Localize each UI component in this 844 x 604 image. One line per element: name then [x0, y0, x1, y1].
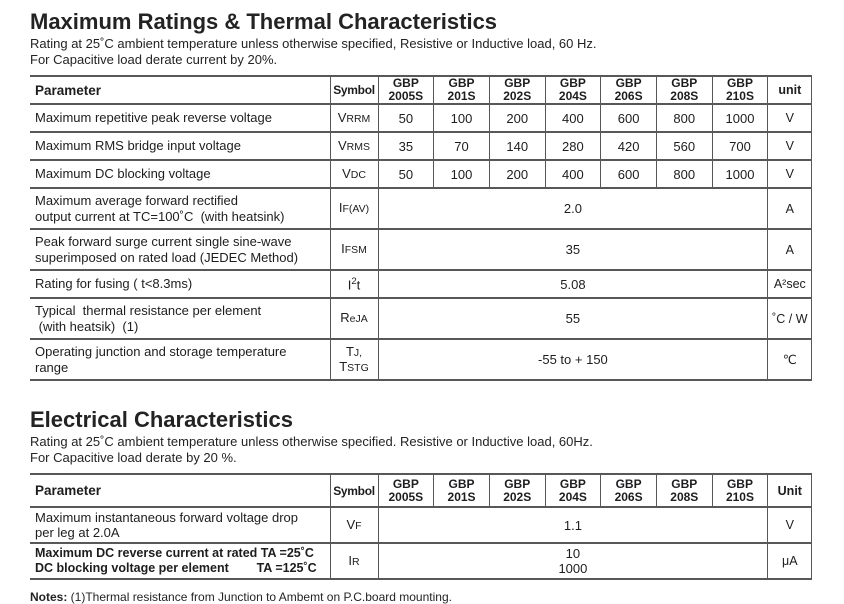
part-number-line: GBP — [726, 76, 753, 90]
part-number-line: 210S — [725, 89, 754, 103]
table-row-ifav — [30, 188, 812, 229]
notes-label: Notes: — [30, 590, 68, 604]
parameter-cell — [30, 132, 330, 160]
unit-column-header: unit — [768, 76, 812, 104]
parameter-line: Maximum instantaneous forward voltage drop — [35, 509, 299, 525]
symbol-segment: R — [352, 555, 360, 568]
max-ratings-table — [30, 75, 812, 381]
symbol-segment: I — [347, 277, 352, 293]
value-cell: 50 — [378, 160, 434, 188]
max-ratings-subtitle-1: Rating at 25˚C ambient temperature unless otherwise specified, Resistive or Inductive load, 60 Hz. — [30, 36, 597, 51]
part-number-column-header — [434, 474, 490, 507]
table-row-vrms — [30, 132, 812, 160]
electrical-table — [30, 473, 812, 580]
value-cell: 800 — [656, 160, 712, 188]
table-row-rthja — [30, 298, 812, 339]
symbol-segment: DC — [350, 168, 366, 181]
max-ratings-subtitle-2: For Capacitive load derate current by 20%. — [30, 52, 278, 67]
span-value-cell — [378, 543, 768, 579]
parameter-cell — [30, 188, 330, 229]
parameter-line: per leg at 2.0A — [35, 525, 120, 540]
parameter-line: Operating junction and storage temperature — [35, 344, 287, 359]
max-ratings-title: Maximum Ratings & Thermal Characteristics — [30, 9, 498, 34]
parameter-cell — [30, 298, 330, 339]
symbol-segment: V — [337, 137, 347, 153]
part-number-line: 208S — [670, 89, 699, 103]
part-number-column-header — [489, 76, 545, 104]
table-row-tj-tstg — [30, 339, 812, 380]
parameter-cell — [30, 229, 330, 270]
symbol-segment: RMS — [346, 140, 370, 153]
parameter-cell — [30, 270, 330, 298]
unit-cell: ℃ — [768, 339, 812, 380]
part-number-line: GBP — [671, 76, 698, 90]
symbol-segment: 2 — [351, 276, 357, 288]
part-number-line: 2005S — [388, 489, 424, 504]
electrical-subtitle-2: For Capacitive load derate by 20 %. — [30, 450, 237, 465]
parameter-line: Maximum repetitive peak reverse voltage — [35, 110, 272, 126]
part-number-column-header — [545, 76, 601, 104]
part-number-line: 2005S — [388, 89, 424, 103]
value-cell: 560 — [656, 132, 712, 160]
symbol-cell — [330, 270, 378, 298]
symbol-segment: I — [341, 241, 345, 256]
span-value-line: 2.0 — [563, 201, 582, 216]
unit-cell: V — [768, 104, 812, 132]
part-number-line: 202S — [503, 89, 532, 103]
table-row-ifsm — [30, 229, 812, 270]
table-row-vrrm — [30, 104, 812, 132]
value-cell: 700 — [712, 132, 768, 160]
part-number-column-header — [378, 474, 434, 507]
part-number-line: GBP — [448, 476, 475, 491]
unit-cell: V — [768, 160, 812, 188]
span-value-line: -55 to + 150 — [538, 352, 608, 367]
parameter-cell — [30, 104, 330, 132]
part-number-column-header — [712, 76, 768, 104]
symbol-segment: J, — [353, 346, 363, 359]
value-cell: 1000 — [712, 160, 768, 188]
value-cell: 420 — [601, 132, 657, 160]
symbol-segment: FSM — [344, 244, 367, 256]
value-cell: 35 — [378, 132, 434, 160]
span-value-cell — [378, 339, 768, 380]
symbol-segment: V — [342, 165, 351, 181]
part-number-line: 204S — [558, 89, 587, 103]
symbol-segment: T — [339, 358, 348, 374]
part-number-line: 204S — [558, 489, 587, 504]
symbol-segment: eJA — [349, 313, 368, 325]
symbol-segment: STG — [347, 361, 369, 374]
symbol-segment: t — [356, 277, 361, 293]
part-number-line: GBP — [671, 476, 698, 491]
value-cell: 800 — [656, 104, 712, 132]
value-cell: 100 — [434, 104, 490, 132]
symbol-segment: F(AV) — [342, 203, 370, 215]
part-number-column-header — [378, 76, 434, 104]
table-row-ir — [30, 543, 812, 579]
electrical-title: Electrical Characteristics — [30, 407, 293, 432]
symbol-cell — [330, 339, 378, 380]
symbol-cell — [330, 160, 378, 188]
parameter-line: Peak forward surge current single sine-wave — [35, 234, 292, 249]
unit-column-header: Unit — [768, 474, 812, 507]
span-value-cell — [378, 507, 768, 543]
span-value-cell — [378, 188, 768, 229]
unit-cell: μA — [768, 543, 812, 579]
value-cell: 600 — [601, 160, 657, 188]
span-value-line: 10 — [565, 546, 581, 561]
parameter-line: Maximum average forward rectified — [35, 193, 239, 208]
unit-cell: V — [768, 507, 812, 543]
unit-cell: V — [768, 132, 812, 160]
parameter-line: Typical thermal resistance per element — [35, 303, 262, 318]
symbol-segment: F — [355, 519, 362, 532]
symbol-column-header: Symbol — [330, 474, 378, 507]
value-cell: 200 — [489, 160, 545, 188]
parameter-cell — [30, 160, 330, 188]
symbol-column-header: Symbol — [330, 76, 378, 104]
span-value-line: 1.1 — [563, 517, 582, 533]
symbol-cell — [330, 298, 378, 339]
parameter-line: Rating for fusing ( t<8.3ms) — [35, 276, 193, 292]
value-cell: 50 — [378, 104, 434, 132]
parameter-line: Maximum DC blocking voltage — [35, 166, 211, 182]
parameter-line: output current at TC=100˚C (with heatsink) — [35, 208, 285, 224]
parameter-line: DC blocking voltage per element TA =125˚C — [35, 561, 317, 575]
unit-cell: A²sec — [768, 270, 812, 298]
parameter-cell — [30, 507, 330, 543]
span-value-line: 1000 — [558, 561, 588, 576]
part-number-line: 210S — [725, 489, 754, 504]
param-column-header: Parameter — [30, 474, 330, 507]
notes-line — [30, 590, 812, 604]
part-number-column-header — [601, 76, 657, 104]
symbol-segment: I — [338, 200, 343, 215]
param-column-header: Parameter — [30, 76, 330, 104]
part-number-line: 208S — [670, 489, 699, 504]
part-number-line: 206S — [614, 89, 643, 103]
symbol-cell — [330, 507, 378, 543]
symbol-cell — [330, 229, 378, 270]
part-number-line: GBP — [559, 76, 586, 90]
part-number-line: 202S — [503, 489, 532, 504]
symbol-segment: V — [346, 516, 356, 532]
value-cell: 200 — [489, 104, 545, 132]
span-value-cell — [378, 270, 768, 298]
unit-cell: A — [768, 188, 812, 229]
span-value-line: 5.08 — [560, 276, 586, 292]
value-cell: 600 — [601, 104, 657, 132]
value-cell: 280 — [545, 132, 601, 160]
symbol-cell — [330, 132, 378, 160]
symbol-segment: RRM — [346, 112, 371, 125]
electrical-subtitle-1: Rating at 25˚C ambient temperature unless otherwise specified. Resistive or Inductive load, 60Hz. — [30, 434, 593, 449]
unit-cell: ˚C / W — [768, 298, 812, 339]
part-number-line: GBP — [504, 76, 531, 90]
table-row-vf — [30, 507, 812, 543]
parameter-line: Maximum RMS bridge input voltage — [35, 138, 241, 154]
value-cell: 100 — [434, 160, 490, 188]
table-header-row — [30, 474, 812, 507]
part-number-column-header — [434, 76, 490, 104]
part-number-line: GBP — [726, 476, 753, 491]
value-cell: 70 — [434, 132, 490, 160]
part-number-line: 206S — [614, 489, 643, 504]
symbol-segment: R — [340, 310, 350, 325]
span-value-line: 35 — [565, 242, 581, 257]
parameter-line: (with heatsik) (1) — [35, 318, 139, 334]
value-cell: 400 — [545, 160, 601, 188]
parameter-line: Maximum DC reverse current at rated TA =25˚C — [35, 545, 314, 560]
symbol-cell — [330, 543, 378, 579]
electrical-section — [30, 407, 812, 580]
symbol-segment: I — [348, 552, 353, 568]
unit-cell: A — [768, 229, 812, 270]
span-value-line: 55 — [565, 311, 581, 326]
parameter-line: range — [35, 359, 69, 375]
part-number-line: GBP — [559, 476, 586, 491]
part-number-line: 201S — [447, 489, 476, 504]
part-number-line: GBP — [615, 76, 642, 90]
symbol-segment: V — [337, 109, 347, 125]
max-ratings-section — [30, 9, 812, 381]
value-cell: 400 — [545, 104, 601, 132]
part-number-column-header — [656, 474, 712, 507]
value-cell: 1000 — [712, 104, 768, 132]
part-number-line: GBP — [392, 76, 419, 90]
symbol-cell — [330, 188, 378, 229]
table-row-i2t — [30, 270, 812, 298]
part-number-column-header — [712, 474, 768, 507]
symbol-cell — [330, 104, 378, 132]
part-number-line: GBP — [615, 476, 642, 491]
part-number-column-header — [656, 76, 712, 104]
parameter-cell — [30, 339, 330, 380]
part-number-line: 201S — [447, 89, 476, 103]
part-number-line: GBP — [392, 476, 419, 491]
part-number-line: GBP — [448, 76, 475, 90]
value-cell: 140 — [489, 132, 545, 160]
table-header-row — [30, 76, 812, 104]
symbol-segment: T — [345, 343, 354, 359]
part-number-line: GBP — [504, 476, 531, 491]
notes-text: (1)Thermal resistance from Junction to Ambemt on P.C.board mounting. — [67, 590, 452, 604]
part-number-column-header — [545, 474, 601, 507]
part-number-column-header — [601, 474, 657, 507]
parameter-cell — [30, 543, 330, 579]
span-value-cell — [378, 229, 768, 270]
part-number-column-header — [489, 474, 545, 507]
parameter-line: superimposed on rated load (JEDEC Method) — [35, 249, 299, 265]
table-row-vdc — [30, 160, 812, 188]
span-value-cell — [378, 298, 768, 339]
